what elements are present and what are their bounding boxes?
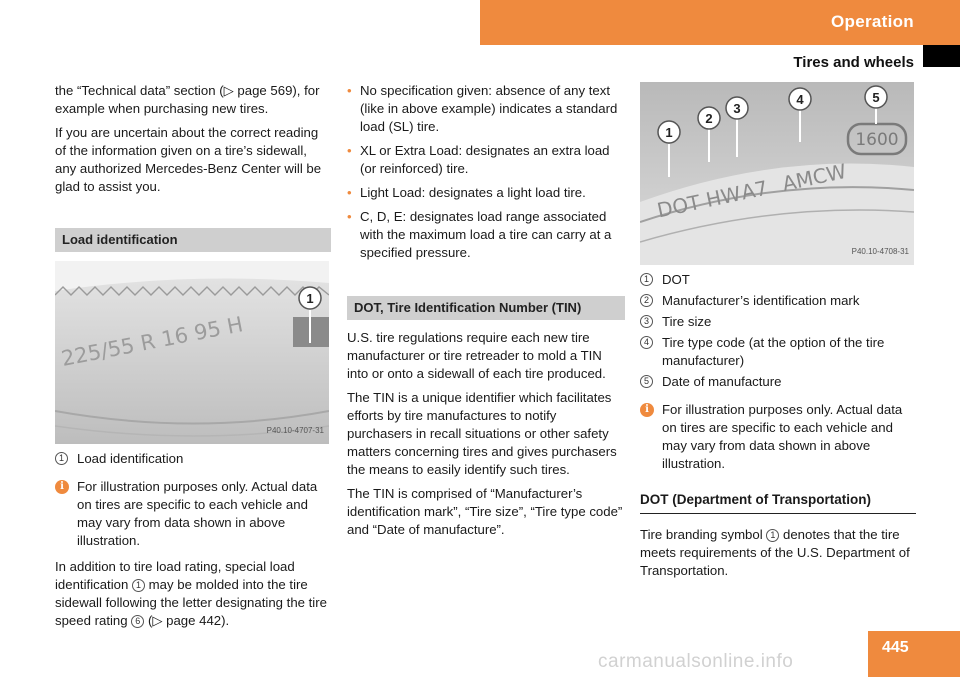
bullet-item [347, 82, 625, 136]
legend-text: Date of manufacture [662, 374, 782, 389]
bullet-text: Light Load: designates a light load tire. [360, 185, 586, 200]
legend-text: DOT [662, 272, 690, 287]
inline-number-6: 6 [131, 615, 144, 628]
load-identification-photo [55, 261, 329, 444]
dot-heading: DOT (Department of Transportation) [640, 491, 916, 514]
legend-number: 3 [640, 315, 653, 328]
info-icon: i [640, 403, 654, 417]
photo1-legend [55, 450, 331, 468]
sidewall-size-code-text: A7 [739, 175, 770, 205]
legend-text: Tire size [662, 314, 712, 329]
load-type-bullets [347, 82, 625, 262]
bullet-dot-icon: • [347, 143, 352, 158]
photo2-legend [640, 271, 916, 391]
bullet-text: C, D, E: designates load range associated with the maximum load a tire can carry at a specified pressure. [360, 209, 612, 260]
tin-heading: DOT, Tire Identification Number (TIN) [347, 296, 625, 320]
info-icon: i [55, 480, 69, 494]
legend-item [640, 292, 916, 310]
thumb-tab-marker [923, 45, 960, 67]
legend-number: 1 [640, 273, 653, 286]
tin-paragraph-1: U.S. tire regulations require each new tire manufacturer or tire retreader to mold a TIN into or onto a sidewall of each tire produced. [347, 330, 606, 381]
bullet-dot-icon: • [347, 83, 352, 98]
bullet-dot-icon: • [347, 185, 352, 200]
column-2 [347, 82, 625, 545]
load-identification-heading: Load identification [55, 228, 331, 252]
photo2-code: P40.10-4708-31 [851, 247, 909, 256]
tin-paragraph-2: The TIN is a unique identifier which facilitates efforts by tire manufactures to notify purchasers in recall situations or other safety matters concerning tires and gives purchasers the means to easily identify such tires. [347, 390, 617, 477]
column-1 [55, 82, 331, 636]
sidewall-date-text: 1600 [855, 130, 899, 150]
inline-number-1: 1 [132, 579, 145, 592]
sidewall-type-code-text: AMCW [780, 158, 849, 196]
info-note-text: For illustration purposes only. Actual data on tires are specific to each vehicle and may vary from data shown in above illustration. [77, 479, 318, 548]
bullet-item [347, 184, 625, 202]
page-reference-link[interactable]: (▷ page 442). [147, 613, 230, 628]
photo2-callout-4: 4 [796, 92, 804, 107]
photo2-callout-5: 5 [872, 90, 880, 105]
legend-text: Tire type code (at the option of the tire manufacturer) [662, 335, 885, 368]
tin-paragraph-3: The TIN is comprised of “Manufacturer’s identification mark”, “Tire size”, “Tire type code” and “Date of manufacture”. [347, 486, 623, 537]
sidewall-dot-text: DOT [654, 189, 703, 223]
intro-paragraph-1: the “Technical data” section (▷ page 569), for example when purchasing new tires. [55, 83, 320, 116]
info-note-2 [640, 401, 916, 473]
inline-number-1: 1 [766, 529, 779, 542]
legend-number: 1 [55, 452, 68, 465]
column-3 [640, 82, 916, 586]
dot-tin-photo [640, 82, 914, 265]
photo2-callout-3: 3 [733, 101, 741, 116]
sidewall-size-text: 225/55 R 16 95 H [59, 312, 245, 371]
dot-text-1: Tire branding symbol [640, 527, 763, 542]
info-note-text: For illustration purposes only. Actual data on tires are specific to each vehicle and may vary from data shown in above illustration. [662, 402, 903, 471]
chapter-title: Operation [831, 12, 914, 31]
photo1-callout-1: 1 [306, 291, 314, 306]
bullet-text: XL or Extra Load: designates an extra load (or reinforced) tire. [360, 143, 610, 176]
photo2-callout-1: 1 [665, 125, 673, 140]
page-number: 445 [868, 631, 960, 677]
legend-item [55, 450, 331, 468]
intro-paragraph-2: If you are uncertain about the correct reading of the information given on a tire’s sidewall, any authorized Mercedes-Benz Center will be glad to assist you. [55, 125, 322, 194]
dot-paragraph [640, 526, 916, 580]
legend-number: 2 [640, 294, 653, 307]
load-identification-paragraph [55, 558, 331, 630]
bullet-dot-icon: • [347, 209, 352, 224]
legend-number: 5 [640, 375, 653, 388]
legend-item [640, 313, 916, 331]
bullet-item [347, 142, 625, 178]
para-text-2: may be molded into the tire sidewall following the letter designating the tire speed rating [55, 577, 327, 628]
bullet-text: No specification given: absence of any text (like in above example) indicates a standard load (SL) tire. [360, 83, 618, 134]
dot-text-2: denotes that the tire meets requirements of the U.S. Department of Transportation. [640, 527, 910, 578]
legend-item [640, 271, 916, 289]
bullet-item [347, 208, 625, 262]
photo2-callout-2: 2 [705, 111, 713, 126]
section-title: Tires and wheels [793, 54, 914, 71]
legend-number: 4 [640, 336, 653, 349]
sidewall-mfr-text: HW [703, 181, 743, 213]
para-text-1: In addition to tire load rating, special load identification [55, 559, 295, 592]
info-note-1 [55, 478, 331, 550]
photo1-code: P40.10-4707-31 [266, 426, 324, 435]
legend-item [640, 373, 916, 391]
legend-text: Manufacturer’s identification mark [662, 293, 860, 308]
legend-item [640, 334, 916, 370]
watermark: carmanualsonline.info [598, 651, 794, 672]
legend-text: Load identification [77, 451, 184, 466]
